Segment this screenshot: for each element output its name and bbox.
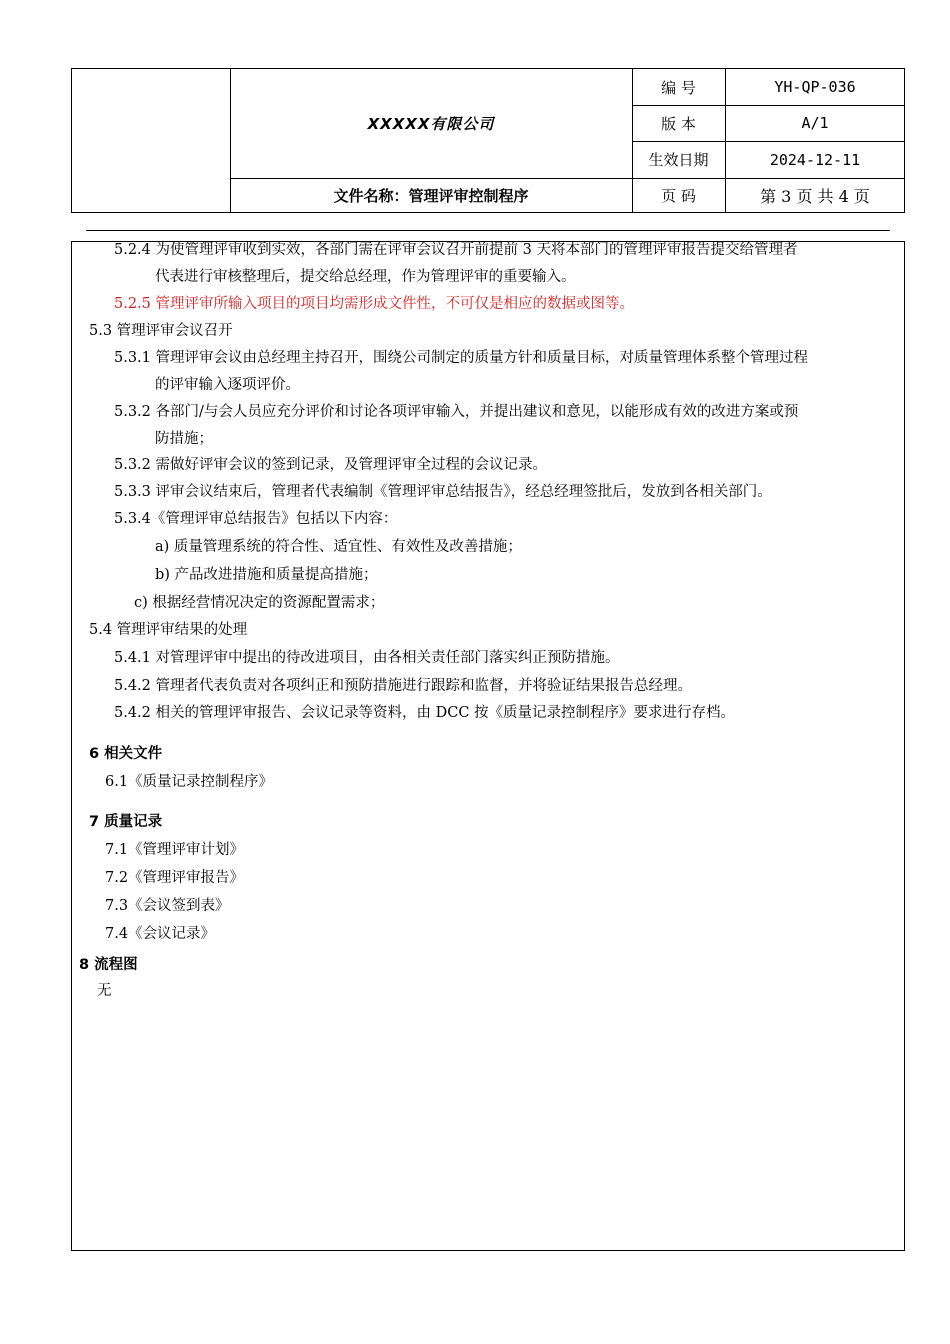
section-7-heading: 7 质量记录 <box>89 814 163 830</box>
list-item-b: b) 产品改进措施和质量提高措施； <box>155 567 378 583</box>
version-value: A/1 <box>801 114 829 132</box>
para-5-3-2-cont: 防措施； <box>155 431 213 447</box>
para-5-3-2b: 5.3.2 需做好评审会议的签到记录，及管理评审全过程的会议记录。 <box>114 457 548 473</box>
list-item-a: a) 质量管理系统的符合性、适宜性、有效性及改善措施； <box>155 539 522 555</box>
doc-number-value: YH-QP-036 <box>774 78 856 96</box>
page-value: 第 3 页 共 4 页 <box>760 187 870 206</box>
section-6-heading: 6 相关文件 <box>89 746 163 762</box>
page-label: 页 码 <box>661 187 696 205</box>
para-5-3-1: 5.3.1 管理评审会议由总经理主持召开，围绕公司制定的质量方针和质量目标，对质量管理体系整个管理过程 <box>114 350 808 366</box>
para-5-4-2b: 5.4.2 相关的管理评审报告、会议记录等资料，由 DCC 按《质量记录控制程序》要求进行存档。 <box>114 705 736 721</box>
para-5-3-4: 5.3.4《管理评审总结报告》包括以下内容： <box>114 511 398 527</box>
section-5-3: 5.3 管理评审会议召开 <box>89 323 233 339</box>
record-7-3: 7.3《会议签到表》 <box>105 898 230 914</box>
para-5-3-2: 5.3.2 各部门/与会人员应充分评价和讨论各项评审输入，并提出建议和意见，以能形成有效的改进方案或预 <box>114 404 799 420</box>
para-5-2-5: 5.2.5 管理评审所输入项目的项目均需形成文件性，不可仅是相应的数据或图等。 <box>114 296 635 312</box>
document-header-table <box>71 68 905 213</box>
header-divider <box>86 230 890 231</box>
effective-date-value: 2024-12-11 <box>769 150 861 169</box>
para-5-4-1: 5.4.1 对管理评审中提出的待改进项目，由各相关责任部门落实纠正预防措施。 <box>114 650 620 666</box>
para-5-3-1-cont: 的评审输入逐项评价。 <box>155 377 300 393</box>
related-doc-6-1: 6.1《质量记录控制程序》 <box>105 774 274 790</box>
record-7-4: 7.4《会议记录》 <box>105 926 216 942</box>
section-8-heading: 8 流程图 <box>79 957 138 973</box>
list-item-c: c) 根据经营情况决定的资源配置需求； <box>134 595 385 611</box>
doc-number-label: 编 号 <box>661 78 696 97</box>
company-name: XXXXX有限公司 <box>367 115 495 133</box>
version-label: 版 本 <box>661 114 696 133</box>
flowchart-none: 无 <box>97 983 112 999</box>
para-5-3-3: 5.3.3 评审会议结束后，管理者代表编制《管理评审总结报告》，经总经理签批后，发放到各相关部门。 <box>114 484 772 500</box>
para-5-4-2: 5.4.2 管理者代表负责对各项纠正和预防措施进行跟踪和监督，并将验证结果报告总经理。 <box>114 678 692 694</box>
para-5-2-4-cont: 代表进行审核整理后，提交给总经理，作为管理评审的重要输入。 <box>155 269 576 285</box>
record-7-2: 7.2《管理评审报告》 <box>105 870 245 886</box>
record-7-1: 7.1《管理评审计划》 <box>105 842 245 858</box>
para-5-2-4: 5.2.4 为使管理评审收到实效，各部门需在评审会议召开前提前 3 天将本部门的管理评审报告提交给管理者 <box>114 242 798 258</box>
document-title: 文件名称：管理评审控制程序 <box>333 187 529 205</box>
effective-date-label: 生效日期 <box>648 151 709 169</box>
section-5-4: 5.4 管理评审结果的处理 <box>89 622 248 638</box>
